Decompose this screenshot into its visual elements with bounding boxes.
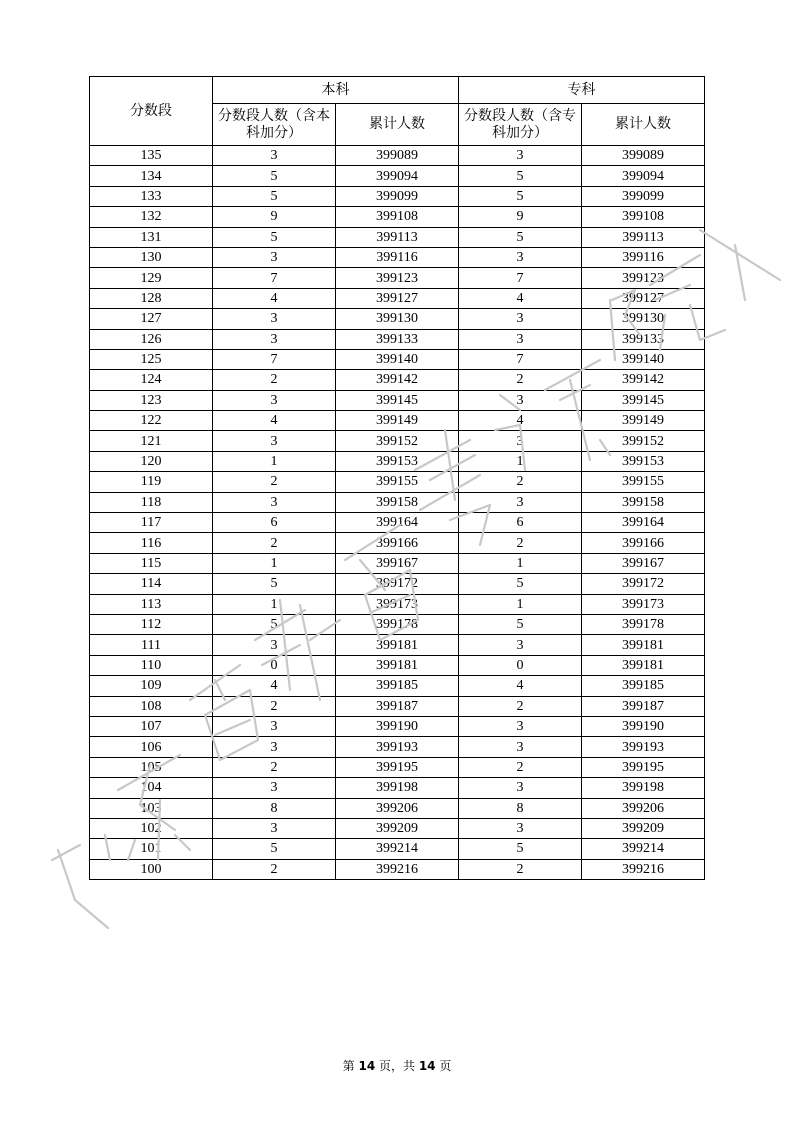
cell-benke-count: 3 [213,635,336,655]
page-footer [0,1057,794,1074]
footer-total-pages: 14 [418,1059,436,1073]
cell-zhuanke-count: 9 [459,207,582,227]
footer-middle: 页，共 [375,1059,419,1073]
header-score-range: 分数段 [90,77,213,146]
cell-score: 120 [90,451,213,471]
cell-zhuanke-cumulative: 399178 [582,614,705,634]
cell-benke-cumulative: 399209 [336,818,459,838]
cell-score: 108 [90,696,213,716]
cell-benke-count: 3 [213,818,336,838]
cell-benke-cumulative: 399193 [336,737,459,757]
cell-benke-count: 5 [213,839,336,859]
cell-zhuanke-cumulative: 399187 [582,696,705,716]
table-row [90,411,705,431]
cell-score: 123 [90,390,213,410]
cell-zhuanke-count: 3 [459,818,582,838]
table-row [90,390,705,410]
cell-zhuanke-count: 5 [459,574,582,594]
cell-benke-count: 6 [213,513,336,533]
cell-benke-cumulative: 399099 [336,186,459,206]
header-benke: 本科 [213,77,459,104]
cell-score: 102 [90,818,213,838]
cell-zhuanke-count: 3 [459,309,582,329]
cell-zhuanke-count: 0 [459,655,582,675]
cell-benke-cumulative: 399164 [336,513,459,533]
cell-score: 103 [90,798,213,818]
cell-score: 126 [90,329,213,349]
cell-benke-count: 2 [213,370,336,390]
table-body [90,146,705,880]
table-row [90,614,705,634]
cell-benke-count: 4 [213,676,336,696]
cell-benke-cumulative: 399216 [336,859,459,879]
cell-zhuanke-cumulative: 399127 [582,288,705,308]
table-header [90,77,705,146]
cell-score: 131 [90,227,213,247]
cell-benke-cumulative: 399094 [336,166,459,186]
cell-zhuanke-count: 3 [459,390,582,410]
cell-benke-count: 5 [213,227,336,247]
table-row [90,329,705,349]
cell-zhuanke-count: 3 [459,737,582,757]
cell-score: 114 [90,574,213,594]
cell-benke-count: 3 [213,778,336,798]
cell-benke-count: 2 [213,696,336,716]
cell-zhuanke-cumulative: 399193 [582,737,705,757]
table-row [90,757,705,777]
table-row [90,696,705,716]
cell-zhuanke-cumulative: 399123 [582,268,705,288]
cell-benke-cumulative: 399142 [336,370,459,390]
cell-zhuanke-count: 3 [459,329,582,349]
cell-benke-cumulative: 399127 [336,288,459,308]
table-row [90,288,705,308]
cell-zhuanke-cumulative: 399181 [582,635,705,655]
table-row [90,533,705,553]
cell-benke-count: 4 [213,411,336,431]
cell-benke-cumulative: 399214 [336,839,459,859]
cell-zhuanke-count: 2 [459,472,582,492]
header-zhuanke-count: 分数段人数（含专科加分） [459,104,582,146]
footer-suffix: 页 [435,1059,452,1073]
cell-benke-cumulative: 399166 [336,533,459,553]
cell-benke-cumulative: 399108 [336,207,459,227]
cell-benke-cumulative: 399181 [336,635,459,655]
table-row [90,166,705,186]
table-row [90,247,705,267]
cell-score: 101 [90,839,213,859]
footer-current-page: 14 [358,1059,376,1073]
cell-benke-count: 3 [213,492,336,512]
cell-zhuanke-count: 7 [459,268,582,288]
cell-zhuanke-count: 2 [459,859,582,879]
cell-score: 116 [90,533,213,553]
cell-score: 100 [90,859,213,879]
watermark-glyph [700,230,780,300]
cell-benke-count: 1 [213,553,336,573]
cell-zhuanke-count: 2 [459,533,582,553]
header-benke-cumulative: 累计人数 [336,104,459,146]
cell-benke-count: 1 [213,594,336,614]
cell-zhuanke-count: 4 [459,411,582,431]
cell-score: 134 [90,166,213,186]
cell-zhuanke-cumulative: 399094 [582,166,705,186]
cell-benke-cumulative: 399155 [336,472,459,492]
cell-benke-count: 2 [213,859,336,879]
cell-zhuanke-count: 3 [459,247,582,267]
cell-zhuanke-count: 6 [459,513,582,533]
cell-benke-cumulative: 399158 [336,492,459,512]
cell-benke-count: 7 [213,349,336,369]
cell-zhuanke-cumulative: 399130 [582,309,705,329]
cell-zhuanke-count: 2 [459,696,582,716]
cell-benke-cumulative: 399133 [336,329,459,349]
cell-benke-count: 5 [213,186,336,206]
table-row [90,268,705,288]
cell-benke-cumulative: 399190 [336,716,459,736]
cell-benke-cumulative: 399185 [336,676,459,696]
cell-zhuanke-count: 1 [459,594,582,614]
table-row [90,655,705,675]
cell-zhuanke-cumulative: 399116 [582,247,705,267]
cell-zhuanke-cumulative: 399155 [582,472,705,492]
cell-benke-count: 3 [213,431,336,451]
table-row [90,676,705,696]
cell-score: 106 [90,737,213,757]
table-row [90,513,705,533]
table-row [90,349,705,369]
table-row [90,716,705,736]
cell-score: 129 [90,268,213,288]
cell-benke-count: 2 [213,472,336,492]
cell-benke-count: 3 [213,716,336,736]
cell-benke-cumulative: 399089 [336,146,459,166]
cell-zhuanke-cumulative: 399149 [582,411,705,431]
cell-benke-count: 5 [213,614,336,634]
cell-zhuanke-cumulative: 399158 [582,492,705,512]
table-row [90,737,705,757]
cell-score: 127 [90,309,213,329]
cell-benke-count: 3 [213,309,336,329]
cell-zhuanke-cumulative: 399195 [582,757,705,777]
cell-score: 118 [90,492,213,512]
cell-benke-cumulative: 399140 [336,349,459,369]
cell-zhuanke-cumulative: 399164 [582,513,705,533]
cell-benke-cumulative: 399130 [336,309,459,329]
cell-benke-count: 3 [213,247,336,267]
cell-zhuanke-cumulative: 399145 [582,390,705,410]
cell-zhuanke-cumulative: 399172 [582,574,705,594]
cell-benke-count: 3 [213,737,336,757]
table-row [90,778,705,798]
cell-benke-count: 1 [213,451,336,471]
cell-score: 135 [90,146,213,166]
cell-benke-count: 2 [213,757,336,777]
table-row [90,472,705,492]
cell-benke-count: 8 [213,798,336,818]
cell-zhuanke-cumulative: 399209 [582,818,705,838]
cell-benke-cumulative: 399187 [336,696,459,716]
cell-score: 109 [90,676,213,696]
cell-score: 124 [90,370,213,390]
table-row [90,227,705,247]
cell-zhuanke-cumulative: 399153 [582,451,705,471]
table-row [90,839,705,859]
cell-zhuanke-count: 4 [459,676,582,696]
header-zhuanke: 专科 [459,77,705,104]
header-benke-count: 分数段人数（含本科加分） [213,104,336,146]
cell-benke-cumulative: 399145 [336,390,459,410]
cell-zhuanke-count: 7 [459,349,582,369]
table-row [90,451,705,471]
table-row [90,186,705,206]
cell-zhuanke-count: 1 [459,553,582,573]
cell-benke-count: 5 [213,166,336,186]
table-row [90,492,705,512]
cell-zhuanke-count: 5 [459,166,582,186]
cell-score: 122 [90,411,213,431]
cell-zhuanke-cumulative: 399190 [582,716,705,736]
cell-score: 104 [90,778,213,798]
cell-score: 110 [90,655,213,675]
cell-benke-cumulative: 399153 [336,451,459,471]
cell-benke-cumulative: 399113 [336,227,459,247]
cell-zhuanke-count: 3 [459,716,582,736]
cell-score: 107 [90,716,213,736]
cell-zhuanke-cumulative: 399152 [582,431,705,451]
cell-benke-cumulative: 399206 [336,798,459,818]
cell-benke-cumulative: 399178 [336,614,459,634]
cell-score: 121 [90,431,213,451]
footer-prefix: 第 [342,1059,359,1073]
cell-benke-count: 5 [213,574,336,594]
cell-zhuanke-count: 5 [459,839,582,859]
cell-score: 132 [90,207,213,227]
cell-score: 133 [90,186,213,206]
cell-score: 117 [90,513,213,533]
cell-benke-cumulative: 399195 [336,757,459,777]
table-row [90,431,705,451]
cell-zhuanke-count: 8 [459,798,582,818]
cell-zhuanke-count: 3 [459,431,582,451]
cell-zhuanke-cumulative: 399089 [582,146,705,166]
header-zhuanke-cumulative: 累计人数 [582,104,705,146]
cell-zhuanke-count: 2 [459,757,582,777]
cell-zhuanke-cumulative: 399216 [582,859,705,879]
cell-score: 112 [90,614,213,634]
table-row [90,574,705,594]
table-row [90,207,705,227]
cell-benke-cumulative: 399167 [336,553,459,573]
table-row [90,553,705,573]
cell-benke-cumulative: 399149 [336,411,459,431]
cell-score: 119 [90,472,213,492]
cell-zhuanke-cumulative: 399166 [582,533,705,553]
cell-zhuanke-count: 1 [459,451,582,471]
table-row [90,146,705,166]
table-row [90,370,705,390]
cell-zhuanke-count: 3 [459,778,582,798]
cell-score: 111 [90,635,213,655]
cell-zhuanke-cumulative: 399198 [582,778,705,798]
header-row-1 [90,77,705,104]
cell-zhuanke-count: 3 [459,635,582,655]
cell-zhuanke-count: 2 [459,370,582,390]
cell-zhuanke-cumulative: 399133 [582,329,705,349]
cell-zhuanke-cumulative: 399142 [582,370,705,390]
cell-benke-cumulative: 399152 [336,431,459,451]
cell-zhuanke-cumulative: 399113 [582,227,705,247]
cell-zhuanke-count: 5 [459,614,582,634]
cell-benke-cumulative: 399172 [336,574,459,594]
table-row [90,635,705,655]
cell-benke-count: 3 [213,329,336,349]
cell-benke-cumulative: 399198 [336,778,459,798]
cell-benke-count: 3 [213,390,336,410]
table-row [90,594,705,614]
cell-benke-count: 9 [213,207,336,227]
cell-benke-cumulative: 399116 [336,247,459,267]
cell-zhuanke-count: 3 [459,146,582,166]
cell-benke-count: 2 [213,533,336,553]
cell-benke-cumulative: 399123 [336,268,459,288]
cell-zhuanke-count: 5 [459,227,582,247]
cell-benke-cumulative: 399181 [336,655,459,675]
score-distribution-table [89,76,705,880]
cell-score: 113 [90,594,213,614]
cell-benke-count: 0 [213,655,336,675]
cell-zhuanke-count: 5 [459,186,582,206]
cell-score: 105 [90,757,213,777]
cell-zhuanke-cumulative: 399167 [582,553,705,573]
table-row [90,859,705,879]
cell-zhuanke-cumulative: 399099 [582,186,705,206]
cell-zhuanke-cumulative: 399140 [582,349,705,369]
cell-zhuanke-cumulative: 399206 [582,798,705,818]
cell-zhuanke-cumulative: 399181 [582,655,705,675]
cell-score: 128 [90,288,213,308]
table-row [90,309,705,329]
cell-benke-count: 3 [213,146,336,166]
table-row [90,798,705,818]
cell-score: 115 [90,553,213,573]
cell-score: 125 [90,349,213,369]
cell-zhuanke-cumulative: 399173 [582,594,705,614]
table-row [90,818,705,838]
cell-zhuanke-cumulative: 399185 [582,676,705,696]
cell-benke-count: 7 [213,268,336,288]
cell-zhuanke-count: 3 [459,492,582,512]
cell-zhuanke-cumulative: 399214 [582,839,705,859]
cell-benke-count: 4 [213,288,336,308]
cell-zhuanke-cumulative: 399108 [582,207,705,227]
cell-benke-cumulative: 399173 [336,594,459,614]
cell-zhuanke-count: 4 [459,288,582,308]
cell-score: 130 [90,247,213,267]
